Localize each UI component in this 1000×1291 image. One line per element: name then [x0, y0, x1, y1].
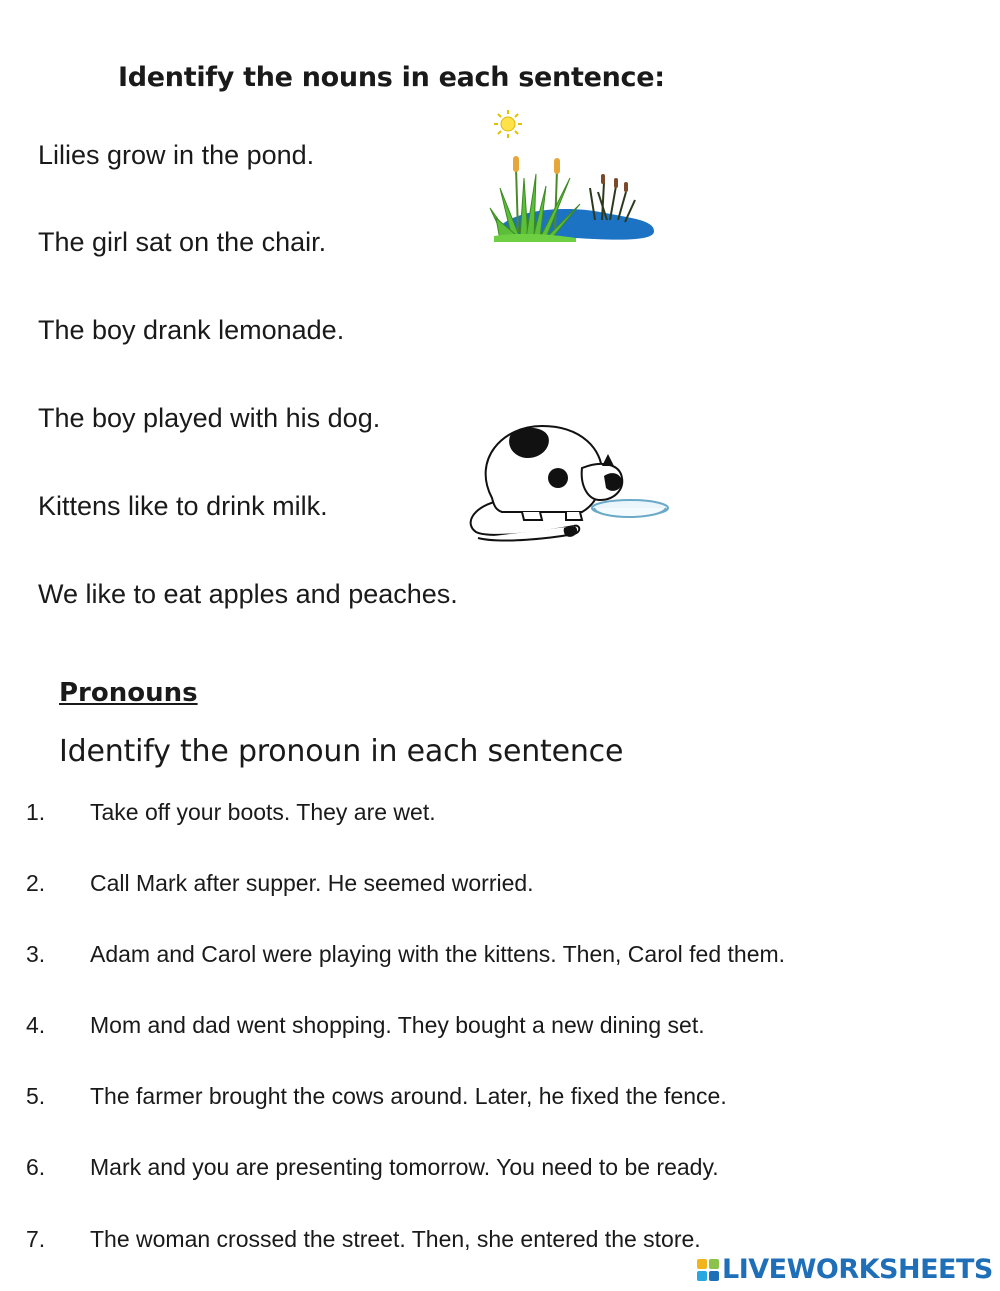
nouns-heading: Identify the nouns in each sentence: — [118, 62, 665, 93]
pronoun-item-4 — [26, 1012, 705, 1039]
item-text: Take off your boots. They are wet. — [90, 799, 436, 825]
item-number: 1. — [26, 799, 46, 825]
noun-sentence-3: The boy drank lemonade. — [38, 315, 345, 345]
noun-sentence-4: The boy played with his dog. — [38, 403, 381, 433]
item-text: Mark and you are presenting tomorrow. You need to be ready. — [90, 1154, 719, 1180]
item-number: 7. — [26, 1226, 46, 1252]
noun-sentence-5: Kittens like to drink milk. — [38, 491, 328, 521]
item-number: 5. — [26, 1083, 46, 1109]
pronoun-item-7 — [26, 1226, 701, 1253]
item-number: 2. — [26, 870, 46, 896]
pronoun-item-1 — [26, 799, 436, 826]
pronouns-heading: Pronouns — [59, 678, 198, 708]
logo-square-2 — [709, 1259, 719, 1269]
pronouns-instructions: Identify the pronoun in each sentence — [59, 734, 624, 769]
item-number: 3. — [26, 941, 46, 967]
item-text: Adam and Carol were playing with the kittens. Then, Carol fed them. — [90, 941, 786, 967]
pronoun-item-5 — [26, 1083, 727, 1110]
noun-sentence-2: The girl sat on the chair. — [38, 227, 327, 257]
logo-square-4 — [709, 1271, 719, 1281]
item-number: 6. — [26, 1154, 46, 1180]
pronoun-item-3 — [26, 941, 785, 968]
item-text: Call Mark after supper. He seemed worried. — [90, 870, 534, 896]
liveworksheets-logo-text: LIVEWORKSHEETS — [722, 1254, 993, 1285]
item-text: The farmer brought the cows around. Later, he fixed the fence. — [90, 1083, 727, 1109]
pronoun-item-2 — [26, 870, 534, 897]
item-text: Mom and dad went shopping. They bought a new dining set. — [90, 1012, 705, 1038]
item-text: The woman crossed the street. Then, she entered the store. — [90, 1226, 701, 1252]
noun-sentence-1: Lilies grow in the pond. — [38, 140, 315, 170]
cat-drinking-milk-illustration — [462, 420, 672, 545]
pond-illustration — [480, 108, 660, 248]
pronoun-item-6 — [26, 1154, 719, 1181]
logo-square-3 — [697, 1271, 707, 1281]
liveworksheets-logo-icon — [697, 1259, 719, 1281]
logo-square-1 — [697, 1259, 707, 1269]
sun-icon — [494, 110, 522, 138]
noun-sentence-6: We like to eat apples and peaches. — [38, 579, 458, 609]
item-number: 4. — [26, 1012, 46, 1038]
liveworksheets-logo[interactable] — [697, 1254, 993, 1285]
